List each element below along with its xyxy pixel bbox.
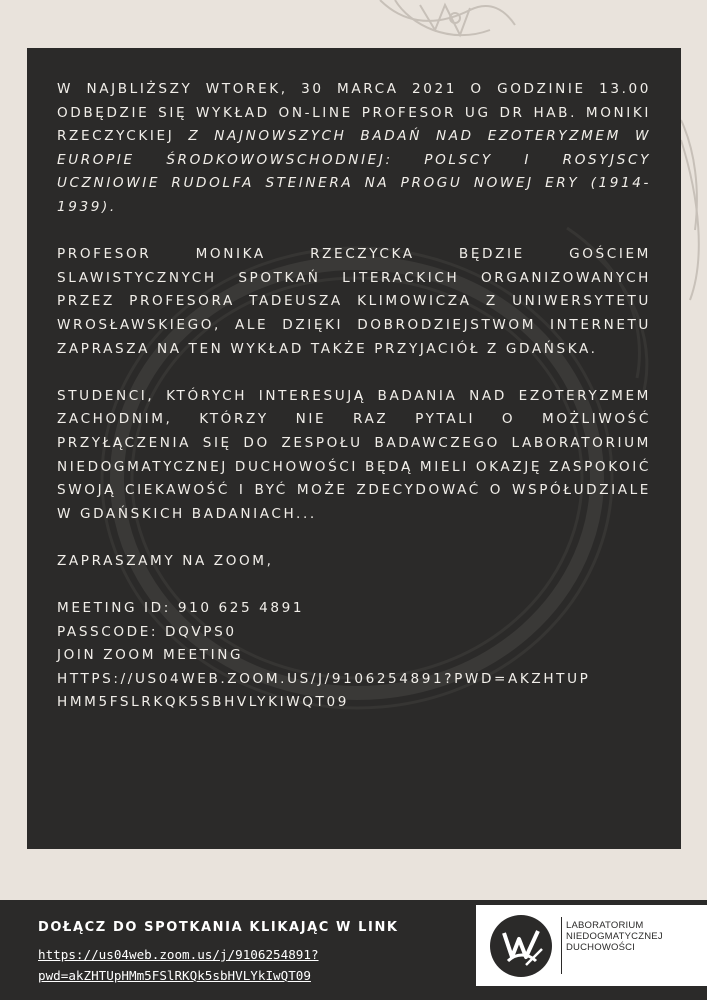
zoom-link-line-1[interactable]: https://us04web.zoom.us/j/9106254891?	[38, 947, 319, 962]
logo-text	[566, 920, 663, 953]
zoom-link-line-2[interactable]: pwd=akZHTUpHMm5FSlRKQk5sbHVLYkIwQT09	[38, 968, 311, 983]
lecture-intro: W NAJBLIŻSZY WTOREK, 30 MARCA 2021 O GODZINIE 13.00 ODBĘDZIE SIĘ WYKŁAD ON-LINE PROFESOR UG DR HAB. MONIKI RZECZYCKIEJ	[57, 81, 651, 145]
passcode: PASSCODE: DQVPS0	[57, 623, 237, 640]
footer-title: DOŁĄCZ DO SPOTKANIA KLIKAJĄC W LINK	[38, 920, 399, 935]
logo-line-1: LABORATORIUM	[566, 920, 644, 931]
join-zoom-label: JOIN ZOOM MEETING	[57, 647, 244, 664]
paragraph-guest-info: PROFESOR MONIKA RZECZYCKA BĘDZIE GOŚCIEM SLAWISTYCZNYCH SPOTKAŃ LITERACKICH ORGANIZOWANYCH PRZEZ PROFESORA TADEUSZA KLIMOWICZA Z UNIWERSYTETU WROSŁAWSKIEGO, ALE DZIĘKI DOBRODZIEJSTWOM INTERNETU ZAPRASZA NA TEN WYKŁAD TAKŻE PRZYJACIÓŁ Z GDAŃSKA.	[57, 246, 651, 357]
announcement-panel	[27, 48, 681, 849]
zoom-url-line-1[interactable]: HTTPS://US04WEB.ZOOM.US/J/9106254891?PWD=AKZHTUP	[57, 670, 591, 687]
zoom-url-line-2[interactable]: HMM5FSLRKQK5SBHVLYKIWQT09	[57, 694, 349, 711]
lecture-title: Z NAJNOWSZYCH BADAŃ NAD EZOTERYZMEM W EUROPIE ŚRODKOWOWSCHODNIEJ: POLSCY I ROSYJSCY UCZNIOWIE RUDOLFA STEINERA NA PROGU NOWEJ ERY (1914-1939).	[57, 128, 652, 215]
laboratory-emblem-icon	[486, 913, 556, 979]
logo-line-3: DUCHOWOŚCI	[566, 942, 636, 953]
zoom-invitation: ZAPRASZAMY NA ZOOM,	[57, 552, 274, 569]
logo-line-2: NIEDOGMATYCZNEJ	[566, 931, 663, 942]
zoom-link[interactable]	[38, 944, 458, 986]
paragraph-lecture-announcement	[57, 78, 651, 220]
paragraph-students-info: STUDENCI, KTÓRYCH INTERESUJĄ BADANIA NAD EZOTERYZMEM ZACHODNIM, KTÓRZY NIE RAZ PYTALI O MOŻLIWOŚĆ PRZYŁĄCZENIA SIĘ DO ZESPOŁU BADAWCZEGO LABORATORIUM NIEDOGMATYCZNEJ DUCHOWOŚCI BĘDĄ MIELI OKAZJĘ ZASPOKOIĆ SWOJĄ CIEKAWOŚĆ I BYĆ MOŻE ZDECYDOWAĆ O WSPÓŁUDZIALE W GDAŃSKICH BADANIACH...	[57, 387, 651, 522]
laboratory-logo	[476, 905, 707, 986]
logo-divider	[561, 917, 562, 974]
meeting-id: MEETING ID: 910 625 4891	[57, 600, 305, 617]
